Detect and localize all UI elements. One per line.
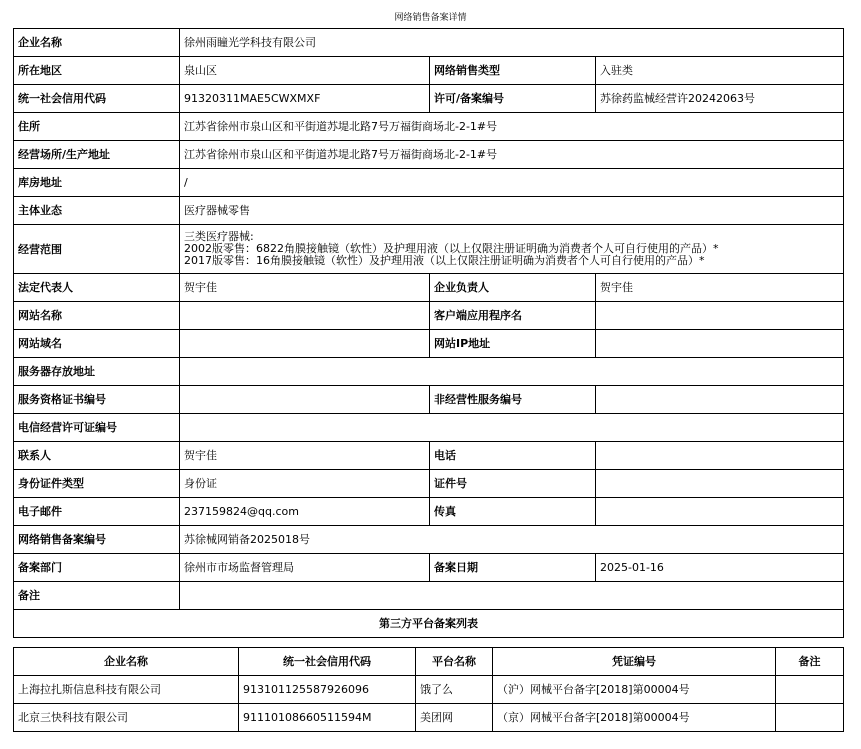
filing-no-value: 苏徐械网销备2025018号 [180,526,844,554]
row-domicile [14,113,844,141]
legal-rep-label: 法定代表人 [14,274,180,302]
company-name-value: 徐州雨瞳光学科技有限公司 [180,29,844,57]
warehouse-label: 库房地址 [14,169,180,197]
company-head-label: 企业负责人 [430,274,596,302]
row-warehouse [14,169,844,197]
business-form-label: 主体业态 [14,197,180,225]
region-label: 所在地区 [14,57,180,85]
filing-dept-label: 备案部门 [14,554,180,582]
remarks-value [180,582,844,610]
website-name-label: 网站名称 [14,302,180,330]
remarks-label: 备注 [14,582,180,610]
column-header: 统一社会信用代码 [239,648,416,676]
table-row [14,704,844,732]
id-type-label: 身份证件类型 [14,470,180,498]
email-value: 237159824@qq.com [180,498,430,526]
non-profit-service-value [596,386,844,414]
business-scope-line: 2017版零售：16角膜接触镜（软性）及护理用液（以上仅限注册证明确为消费者个人可自行使用的产品）* [184,254,705,267]
row-region [14,57,844,85]
contact-label: 联系人 [14,442,180,470]
row-telecom-license [14,414,844,442]
business-address-label: 经营场所/生产地址 [14,141,180,169]
id-type-value: 身份证 [180,470,430,498]
row-legal-rep [14,274,844,302]
business-scope-line: 2002版零售：6822角膜接触镜（软性）及护理用液（以上仅限注册证明确为消费者个人可自行使用的产品）* [184,242,719,255]
company-head-value: 贺宇佳 [596,274,844,302]
page-title: 网络销售备案详情 [394,13,467,23]
legal-rep-value: 贺宇佳 [180,274,430,302]
server-location-label: 服务器存放地址 [14,358,180,386]
filing-dept-value: 徐州市市场监督管理局 [180,554,430,582]
row-business-form [14,197,844,225]
business-scope-line: 三类医疗器械: [184,230,254,243]
column-header: 备注 [776,648,844,676]
business-address-value: 江苏省徐州市泉山区和平街道苏堤北路7号万福街商场北-2-1#号 [180,141,844,169]
third-party-title: 第三方平台备案列表 [14,610,844,638]
platform-remarks-cell [776,676,844,704]
row-business-address [14,141,844,169]
license-no-value: 苏徐药监械经营许20242063号 [596,85,844,113]
business-scope-value [180,225,844,274]
warehouse-value: / [180,169,844,197]
filing-no-label: 网络销售备案编号 [14,526,180,554]
website-ip-value [596,330,844,358]
platform-company-cell: 上海拉扎斯信息科技有限公司 [14,676,239,704]
column-header: 凭证编号 [493,648,776,676]
row-email [14,498,844,526]
row-company-name [14,29,844,57]
id-number-value [596,470,844,498]
platform-name-cell: 饿了么 [416,676,493,704]
row-website-name [14,302,844,330]
row-filing-no [14,526,844,554]
platform-name-cell: 美团网 [416,704,493,732]
third-party-header-row [14,648,844,676]
filing-detail-table [13,28,844,638]
phone-value [596,442,844,470]
sales-type-value: 入驻类 [596,57,844,85]
company-name-label: 企业名称 [14,29,180,57]
id-number-label: 证件号 [430,470,596,498]
table-row [14,676,844,704]
platform-credit-code-cell: 91310112558792609​6 [239,676,416,704]
row-contact [14,442,844,470]
contact-value: 贺宇佳 [180,442,430,470]
business-form-value: 医疗器械零售 [180,197,844,225]
region-value: 泉山区 [180,57,430,85]
service-cert-label: 服务资格证书编号 [14,386,180,414]
row-business-scope [14,225,844,274]
fax-label: 传真 [430,498,596,526]
row-service-cert [14,386,844,414]
domicile-value: 江苏省徐州市泉山区和平街道苏堤北路7号万福街商场北-2-1#号 [180,113,844,141]
row-filing-dept [14,554,844,582]
row-third-party-title [14,610,844,638]
service-cert-value [180,386,430,414]
platform-cert-cell: （京）网械平台备字[2018]第00004号 [493,704,776,732]
fax-value [596,498,844,526]
website-domain-value [180,330,430,358]
row-remarks [14,582,844,610]
credit-code-value: 91320311MAE5CWXMXF [180,85,430,113]
row-website-domain [14,330,844,358]
telecom-license-value [180,414,844,442]
client-app-value [596,302,844,330]
filing-date-value: 2025-01-16 [596,554,844,582]
website-domain-label: 网站域名 [14,330,180,358]
platform-cert-cell: （沪）网械平台备字[2018]第00004号 [493,676,776,704]
business-scope-label: 经营范围 [14,225,180,274]
filing-date-label: 备案日期 [430,554,596,582]
domicile-label: 住所 [14,113,180,141]
platform-credit-code-cell: 91110108660511594M [239,704,416,732]
row-server-location [14,358,844,386]
sales-type-label: 网络销售类型 [430,57,596,85]
platform-remarks-cell [776,704,844,732]
website-ip-label: 网站IP地址 [430,330,596,358]
phone-label: 电话 [430,442,596,470]
row-credit-code [14,85,844,113]
email-label: 电子邮件 [14,498,180,526]
row-id-type [14,470,844,498]
third-party-table [13,647,844,732]
client-app-label: 客户端应用程序名 [430,302,596,330]
column-header: 平台名称 [416,648,493,676]
telecom-license-label: 电信经营许可证编号 [14,414,180,442]
license-no-label: 许可/备案编号 [430,85,596,113]
column-header: 企业名称 [14,648,239,676]
platform-company-cell: 北京三快科技有限公司 [14,704,239,732]
website-name-value [180,302,430,330]
credit-code-label: 统一社会信用代码 [14,85,180,113]
non-profit-service-label: 非经营性服务编号 [430,386,596,414]
server-location-value [180,358,844,386]
